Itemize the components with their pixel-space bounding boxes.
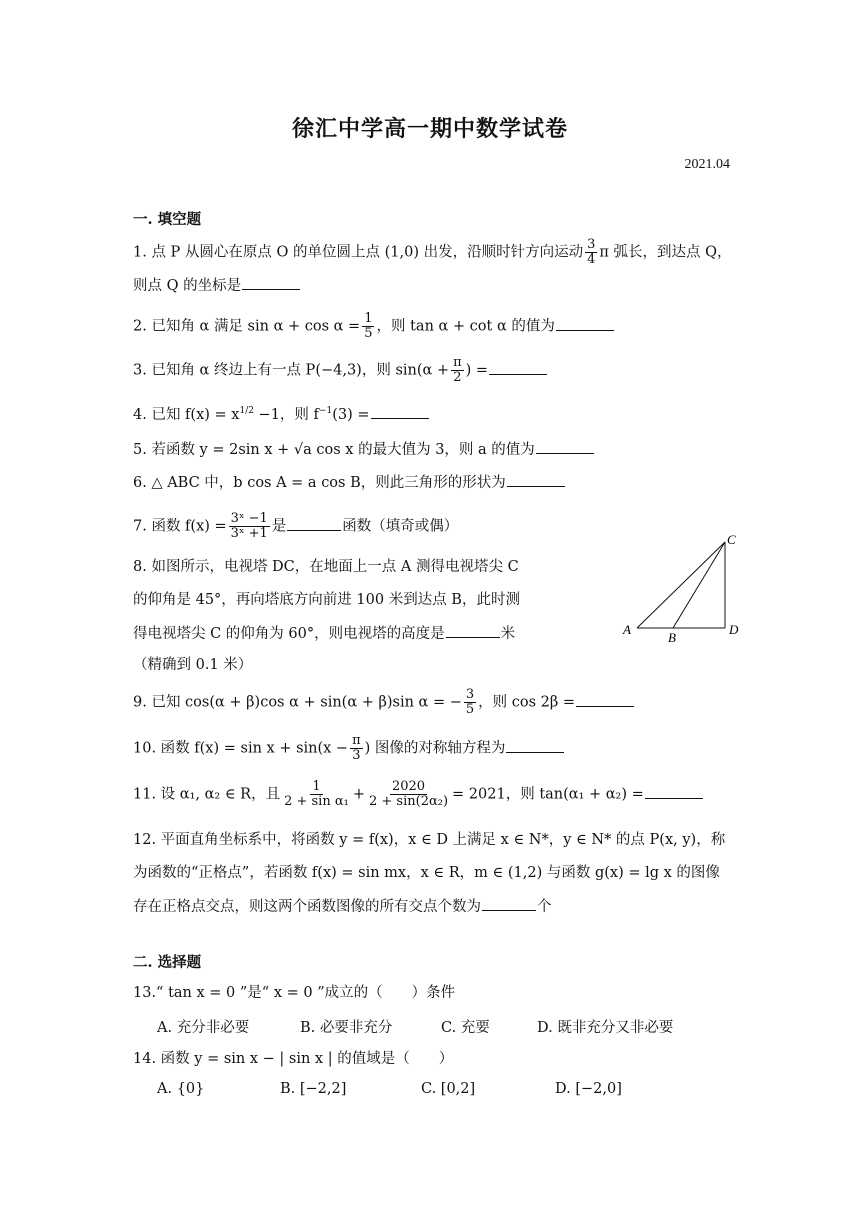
q11-frac1-num: 1 [312,779,321,794]
question-1-line-1 [133,238,732,267]
q14-option-b[interactable]: B. [−2,2] [280,1081,347,1097]
question-12-line-2: 为函数的“正格点”，若函数 f(x) = sin mx，x ∈ R，m ∈ (1,2) 与函数 g(x) = lg x 的图像 [133,865,720,881]
question-12-line-1: 12. 平面直角坐标系中，将函数 y = f(x)，x ∈ D 上满足 x ∈ N*，y ∈ N* 的点 P(x, y)，称 [133,832,726,848]
question-12-line-3 [133,896,552,917]
q13-option-b[interactable]: B. 必要非充分 [300,1020,393,1036]
answer-blank-6[interactable] [507,472,565,487]
question-9 [133,688,635,717]
q11-frac2-den: 2 + sin(2α₂) [369,794,449,809]
q1-text-a: 1. 点 P 从圆心在原点 O 的单位圆上点 (1,0) 出发，沿顺时针方向运动 [133,244,584,261]
answer-blank-5[interactable] [536,439,594,454]
q9-text-b: ，则 cos 2β = [478,694,576,711]
q7-frac-num: 3ˣ −1 [230,511,268,526]
q3-frac-den: 2 [453,370,462,385]
q14-option-c[interactable]: C. [0,2] [421,1081,476,1097]
answer-blank-11[interactable] [645,784,703,799]
q1-text-b: π 弧长，到达点 Q， [599,244,732,261]
q10-text-b: ) 图像的对称轴方程为 [364,740,506,757]
section-fill-in: 一. 填空题 [133,211,202,228]
q2-text-a: 2. 已知角 α 满足 sin α + cos α = [133,318,361,335]
question-7 [133,512,458,541]
q7-fraction [229,512,270,541]
point-A-label: A [623,622,631,637]
answer-blank-10[interactable] [506,738,564,753]
question-10 [133,734,565,763]
q13-option-c[interactable]: C. 充要 [441,1020,490,1036]
q2-frac-den: 5 [364,326,373,341]
q3-fraction [451,356,464,385]
q9-frac-den: 5 [465,702,475,717]
question-13: 13.“ tan x = 0 ”是“ x = 0 ”成立的（ ）条件 [133,985,456,1001]
q11-text-a: 11. 设 α₁, α₂ ∈ R，且 [133,786,281,803]
question-2 [133,312,615,341]
q1-frac-num: 3 [587,237,596,252]
q1-text-c: 则点 Q 的坐标是 [133,278,242,294]
q2-fraction [362,312,374,341]
answer-blank-4[interactable] [371,404,429,419]
q3-text-b: ) = [465,362,489,379]
q9-fraction [464,688,476,717]
q7-text-b: 是 [271,518,287,535]
q11-frac2-num: 2020 [391,779,426,794]
question-4 [133,401,430,425]
q7-text-c: 函数（填奇或偶） [342,518,459,535]
q11-fraction-1 [282,780,351,809]
q13-option-d[interactable]: D. 既非充分又非必要 [537,1020,674,1036]
q4-text-a: 4. 已知 f(x) = x [133,406,240,423]
question-3 [133,356,548,385]
q10-text-a: 10. 函数 f(x) = sin x + sin(x − [133,740,349,757]
question-1-line-2 [133,275,301,296]
q7-frac-den: 3ˣ +1 [230,526,268,541]
q4-text-c: (3) = [332,406,370,423]
q2-frac-num: 1 [364,311,373,326]
question-11 [133,780,704,809]
point-B-label: B [668,630,676,645]
q11-frac1-den: 2 + sin α₁ [284,794,349,809]
point-C-label: C [727,532,736,547]
q10-frac-num: π [352,733,361,748]
answer-blank-7[interactable] [287,516,341,531]
q9-frac-num: 3 [465,687,475,702]
q3-text-a: 3. 已知角 α 终边上有一点 P(−4,3)，则 sin(α + [133,362,450,379]
question-5 [133,439,595,460]
tower-diagram [615,530,860,650]
q11-plus: + [352,786,365,803]
question-8-line-1: 8. 如图所示，电视塔 DC，在地面上一点 A 测得电视塔尖 C [133,559,519,575]
q14-option-a[interactable]: A. {0} [157,1081,205,1097]
question-6 [133,472,566,493]
q2-text-b: ，则 tan α + cot α 的值为 [376,318,555,335]
q8-text-l3b: 米 [500,626,516,642]
q13-option-a[interactable]: A. 充分非必要 [157,1020,250,1036]
answer-blank-3[interactable] [489,360,547,375]
q1-fraction [585,238,597,267]
q4-exponent: 1/2 [239,406,254,416]
q4-text-b: −1，则 f [253,406,319,423]
page-title: 徐汇中学高一期中数学试卷 [291,116,568,142]
q6-text-a: 6. △ ABC 中，b cos A = a cos B，则此三角形的形状为 [133,475,506,491]
q12-text-l3a: 存在正格点交点，则这两个函数图像的所有交点个数为 [133,899,481,915]
q11-fraction-2 [367,780,450,809]
q12-text-l3b: 个 [537,899,552,915]
question-14: 14. 函数 y = sin x − | sin x | 的值域是（ ） [133,1051,454,1067]
q3-frac-num: π [453,355,462,370]
q7-text-a: 7. 函数 f(x) = [133,518,227,535]
section-multiple-choice: 二. 选择题 [133,954,202,971]
point-D-label: D [729,622,739,637]
answer-blank-9[interactable] [576,692,634,707]
q9-text-a: 9. 已知 cos(α + β)cos α + sin(α + β)sin α = − [133,694,462,711]
answer-blank-1[interactable] [242,275,300,290]
q14-option-d[interactable]: D. [−2,0] [555,1081,622,1097]
q4-inverse-exponent: −1 [318,406,333,416]
q10-frac-den: 3 [352,748,361,763]
question-8-line-3 [133,623,515,644]
answer-blank-2[interactable] [556,316,614,331]
q1-frac-den: 4 [587,252,596,267]
question-8-line-2: 的仰角是 45°，再向塔底方向前进 100 米到达点 B，此时测 [133,592,520,608]
q11-text-b: = 2021，则 tan(α₁ + α₂) = [452,786,644,803]
answer-blank-12[interactable] [482,896,536,911]
q5-text-a: 5. 若函数 y = 2sin x + √a cos x 的最大值为 3，则 a 的值为 [133,442,535,458]
q8-text-l3a: 得电视塔尖 C 的仰角为 60°，则电视塔的高度是 [133,626,445,642]
question-8-line-4: （精确到 0.1 米） [133,657,253,673]
exam-date: 2021.04 [684,157,730,172]
answer-blank-8[interactable] [446,623,500,638]
q10-fraction [350,734,363,763]
